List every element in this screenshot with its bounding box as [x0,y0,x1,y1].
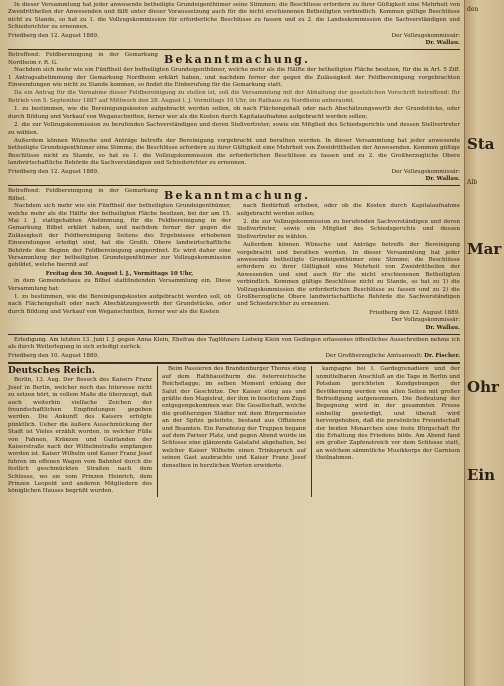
news-columns [8,366,460,497]
news-text: Berlin, 13. Aug. Der Besuch des Kaisers Franz Josef in Berlin, welcher noch das Interesse nicht zu setzen hört, in vollem Maße die überzeugt, daß auch weiterhin vielfache Zeichen der freundschaftlichen Empfindungen gegeben werden. Die Ankunft des Kaisers erfolgte pünktlich. Ueber die äußere Ausschmückung der Stadt ist Vieles erzählt worden, in welcher Fülle von Fahnen, Kränzen und Guirlanden der Kaiserstraße nach der Wilhelmstraße empfangen worden ist. Kaiser Wilhelm und Kaiser Franz Josef fuhren im offenen Wagen vom Bahnhof durch die festlich geschmückten Straßen nach dem Schlosse, wo sie vom Prinzen Heinrich, dem Prinzen Leopold und anderen Mitgliedern des königlichen Hauses begrüßt wurden. [8,377,152,495]
edge-heading: Ohr [467,378,499,396]
announcement-body-3: Außerdem können Wünsche und Anträge betreffs der Bereinigung vorgebracht und berathen werden. In dieser Versammlung hat jeder anwesende betheiligte Grundeigenthümer eine Stimme; die Beschlüsse erfordern zu ihrer Gültigkeit eine Mehrheit von Zweidrittheilen der Anwesenden. Kommen gültige Beschlüsse nicht zu Stande, so hat zu 1. die Vollzugskommission die erforderlichen Beschlüsse zu fassen und zu 2. die Großherzogliche Obere landwirtschaftliche Behörde die Sachverständigen und Schiedsrichter zu ernennen. [8,137,460,167]
announcement-bilbel [8,188,460,332]
divider [8,334,460,335]
notice-body: In dieser Versammlung hat jeder anwesende betheiligte Grundeigenthümer seine Stimmen; die Beschlüsse erfordern zu ihrer Gültigkeit eine Mehrheit von Zweidrittheilen der Anwesenden und fällt unter dieser Voraussetzung auch für die nicht erschienenen Betheiligten verbindlich. Kommen gültige Beschlüsse nicht zu Stande, so hat zu 1. die Vollzugskommission für erforderliche Beschlüsse zu fassen und zu 2. die Landeskommission die Sachverständigen und Schiedsrichter zu ernennen. [8,2,460,31]
announcement-item: 2. die zur Vollzugskommission zu berufenden Sachverständigen und deren Stellvertreter, sowie ein Mitglied des Schiedsgerichts und dessen Stellvertreter zu wählen. [237,218,460,240]
news-column [311,366,460,497]
announcement-body: Außerdem können Wünsche und Anträge betreffs der Bereinigung vorgebracht und berathen werden. In dieser Versammlung hat jeder anwesende betheiligte Grundeigenthümer eine Stimme; die Beschlüsse erfordern zu ihrer Gültigkeit eine Mehrheit von Zweidrittheilen der Anwesenden und sind auch für die nicht erschienenen Betheiligten verbindlich. Kommen gültige Beschlüsse nicht zu Stande, so hat zu 1) die Vollzugskommission die erforderlichen Beschlüsse zu fassen und zu 2) die Großherzogliche Obere landwirtschaftliche Behörde die Sachverständigen und Schiedsrichter zu ernennen. [237,242,460,308]
news-text: kampagne bei I. Gardegrenadiere und der unmittelbaren Anschluß an die Tage in Berlin und Potsdam gerichteten Kundgebungen der Bevölkerung werden von allen Seiten mit großer Befriedigung aufgenommen. Die Bedeutung der Begegnung wird in der gesammten Presse einhellig gewürdigt, und überall wird hervorgehoben, daß die persönliche Freundschaft der beiden Monarchen eine feste Bürgschaft für die Erhaltung des Friedens bilde. Am Abend fand ein großer Zapfenstreich vor dem Schlosse statt, an welchem sämmtliche Musikkorps der Garnison theilnahmen. [316,366,460,462]
edge-text: den [467,6,479,13]
notice-date: Friedberg den 12. August 1889. [8,32,99,39]
announcement-item: 2. die zur Vollzugskommission zu berufenden Sachverständigen und deren Stellvertreter, sowie ein Mitglied des Schiedsgerichts und dessen Stellvertreter zu wählen. [8,122,460,136]
announcement-signer-title: Der Vollzugskommissär: [391,168,460,175]
announcement-signer: Dr. Wallau. [425,324,460,331]
news-column [8,366,152,497]
edge-heading: Mar [467,240,502,258]
announcement-signer: Dr. Wallau. [425,175,460,182]
announcement-nordheim [8,52,460,183]
divider [8,185,460,186]
news-column [157,366,306,497]
edge-heading: Sta [467,135,495,153]
notice-date: Friedberg den 10. August 1889. [8,352,99,359]
edge-heading: Ein [467,466,496,484]
notice-signer: Dr. Wallau. [425,40,460,47]
notice-body: Erledigung. Am letzten 13. Juni l. J. gegen Anna Klein, Ehefrau des Taglöhners Ludwig Klein von Gedingen erlassenes öffentliches Ausschreiben nehme ich als durch Weiterlegung in sich erledigt zurück. [8,337,460,351]
announcement-subject: Betreffend: Feldbereinigung in der Gemarkung Nordheim r. R. G. [8,52,158,66]
main-column [8,2,460,497]
announcement-body: Nachdem sich mehr wie ein Fünftheil der betheiligten Grundeigenthümer, welche mehr als die Hälfte der betheiligten Fläche besitzen, bei der am 15. Mai l. J. stattgehabten Abstimmung, für die Feldbereinigung in der Gemarkung Bilbel erklärt haben, und nachdem ferner der gegen die Zulässigkeit der Feldbereinigung Seitens des Ergebnisses erhobenen Einwendungen erledigt sind, hat die Großh. Obere landwirtschaftliche Behörde den Beginn der Feldbereinigung angeordnet. Es wird daher eine Versammlung der betheiligten Grundeigenthümer zur Vollzugskommission gebildet, welche hiermit auf [8,203,231,269]
notice-settled [8,337,460,360]
meeting-date: Freitag den 30. August l. J., Vormittags 10 Uhr, [45,270,194,277]
announcement-date: Friedberg den 12. August 1889. [8,168,99,175]
announcement-subject: Betreffend: Feldbereinigung in der Gemarkung Bilbel. [8,188,158,202]
divider [8,49,460,50]
announcement-date: Friedberg den 12. August 1889. [369,309,460,316]
edge-text: Alb [467,179,478,186]
announcement-title: Bekanntmachung. [164,53,311,67]
notice-continuation [8,2,460,47]
announcement-body: Nachdem sich mehr wie ein Fünftheil der betheiligten Grundeigenthümer, welche mehr als die Hälfte der betheiligten Fläche besitzen, für die in Art. 5 Ziff. 1 Antragsabstimmung der Gemarkung Nordheim erklärt haben, und nachdem ferner der gegen die Zulässigkeit der Feldbereinigung vorgebrachten Einwendungen wie nicht zu Stande kommen, so findet die Einberufung für die Gemarkung statt. [8,67,460,89]
adjacent-page-edge [464,0,504,686]
notice-signer-title: Der Vollzugskommissär: [391,32,460,39]
announcement-item: 1. zu bestimmen, wie die Bereinigungskosten aufgebracht werden soll, ob nach Flächengehalt oder nach Abschätzungswerth der Grundstücke, oder durch Bildung und Verkauf von Weganschnitten, ferner wer als die Kosten [8,294,231,315]
announcement-body: in dem Gemeindehaus zu Bilbel stattfindenden Versammlung ein. Diese Versammlung hat: [8,278,231,292]
announcement-item: 1. zu bestimmen, wie die Bereinigungskosten aufgebracht werden sollen, ob nach Flächengehalt oder nach Abschätzungswerth der Grundstücke, oder durch Bildung und Verkauf von Weganschnitten, ferner wer als die Kosten durch Kapitalaufnahme aufgebracht werden sollen; [8,106,460,120]
notice-signer: Dr. Fischer. [424,352,460,359]
announcement-body: nach Bedürfniß erhoben, oder ob die Kosten durch Kapitalaufnahme aufgebracht werden sollen; [237,203,460,217]
notice-signer-title: Der Großherzogliche Amtsanwalt: [325,352,423,359]
announcement-signer-title: Der Vollzugskommissär: [391,317,460,324]
announcement-body-2: Da ein Antrag für die Vornahme dieser Feldbereinigung zu stellen ist, soll die Versammlung mit der Abhaltung der gesetzlichen Vorschrift betreffend: Ihr Betrieb von 5. September 1887 auf Mittwoch den 28. August l. J. Vormittags 10 Uhr, im Rathaus zu Nordheim anberaumt. [8,90,460,104]
news-text: Beim Passieren des Brandenburger Thores stieg auf dem Rathhausthurm die österreichische Reichsflagge; im selben Moment erklang der Salut der Geschütze. Der Kaiser stieg aus und grüßte den Magistrat, der ihm in feierlichem Zuge entgegengekommen war. Die Gesellschaft, welche die großherzigen Städter mit dem Bürgermeister an der Spitze geleitete, bestand aus Offizieren und Beamten. Ein Paradezug der Truppen begann auf dem Pariser Platz, und gegen Abend wurde im Schlosse eine glänzende Galatafel abgehalten, bei welcher Kaiser Wilhelm einen Trinkspruch auf seinen Gast ausbrachte und Kaiser Franz Josef denselben in herzlichen Worten erwiderte. [162,366,306,469]
announcement-title: Bekanntmachung. [164,189,311,203]
news-heading: Deutsches Reich. [8,366,96,377]
divider [8,362,460,364]
